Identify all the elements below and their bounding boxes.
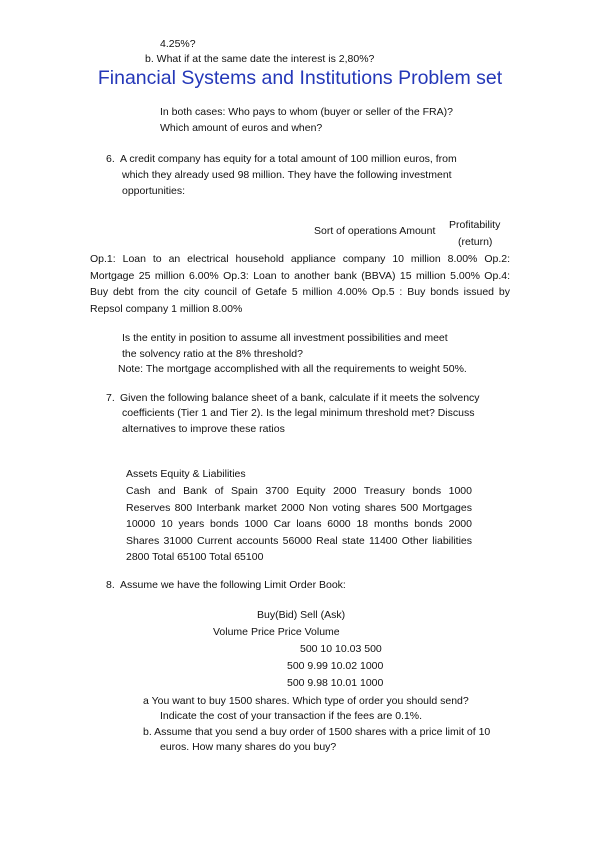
q7-balance-sheet-header: Assets Equity & Liabilities [126,468,246,480]
q6-number: 6. [106,153,115,165]
q7-balance-sheet-body: Cash and Bank of Spain 3700 Equity 2000 Treasury bonds 1000 Reserves 800 Interbank market 2000 Non voting shares 500 Mortgages 10000 10 years bonds 1000 Car loans 6000 18 months bonds 2000 Shares 31000 Current accounts 56000 Real state 11400 Other liabilities 2800 Total 65100 Total 65100 [126,485,472,563]
q7-line3: alternatives to improve these ratios [122,423,285,435]
order-book-row: 500 9.98 10.01 1000 [287,677,384,689]
top-line-question-b: b. What if at the same date the interest is 2,80%? [145,53,375,65]
top-line-rate: 4.25%? [160,38,196,50]
q6-table-header-return: (return) [458,236,493,248]
q7-line2: coefficients (Tier 1 and Tier 2). Is the legal minimum threshold met? Discuss [122,407,475,419]
q6-question-line2: the solvency ratio at the 8% threshold? [122,348,303,360]
q8-number: 8. [106,579,115,591]
q6-note: Note: The mortgage accomplished with all the requirements to weight 50%. [118,363,467,375]
fra-question-line1: In both cases: Who pays to whom (buyer or seller of the FRA)? [160,106,453,118]
q6-operations-paragraph: Op.1: Loan to an electrical household appliance company 10 million 8.00% Op.2: Mortgage 25 million 6.00% Op.3: Loan to another bank (BBVA) 15 million 5.00% Op.4: Buy debt from the city council of Getafe 5 million 4.00% Op.5 : Buy bonds issued by Repsol company 1 million 8.00% [90,253,510,315]
q8-part-a-line2: Indicate the cost of your transaction if the fees are 0.1%. [160,710,423,722]
q6-line1: A credit company has equity for a total amount of 100 million euros, from [120,153,457,165]
q6-table-header-profitability: Profitability [449,219,501,231]
order-book-row: 500 10 10.03 500 [300,643,382,655]
page-title: Financial Systems and Institutions Problem set [97,67,503,89]
q6-line3: opportunities: [122,185,186,197]
q7-line1: Given the following balance sheet of a bank, calculate if it meets the solvency [120,392,480,404]
order-book-header-sides: Buy(Bid) Sell (Ask) [257,609,346,621]
q8-line1: Assume we have the following Limit Order Book: [120,579,346,591]
q6-line2: which they already used 98 million. They have the following investment [122,169,452,181]
order-book-row: 500 9.99 10.02 1000 [287,660,384,672]
q6-question-line1: Is the entity in position to assume all investment possibilities and meet [122,332,448,344]
q6-table-header-left: Sort of operations Amount [314,225,436,237]
q8-part-b-line2: euros. How many shares do you buy? [160,741,337,753]
q7-number: 7. [106,392,115,404]
order-book-header-columns: Volume Price Price Volume [213,626,340,638]
q8-part-b-line1: b. Assume that you send a buy order of 1500 shares with a price limit of 10 [143,726,491,738]
fra-question-line2: Which amount of euros and when? [160,122,323,134]
q8-part-a-line1: a You want to buy 1500 shares. Which type of order you should send? [143,695,469,707]
